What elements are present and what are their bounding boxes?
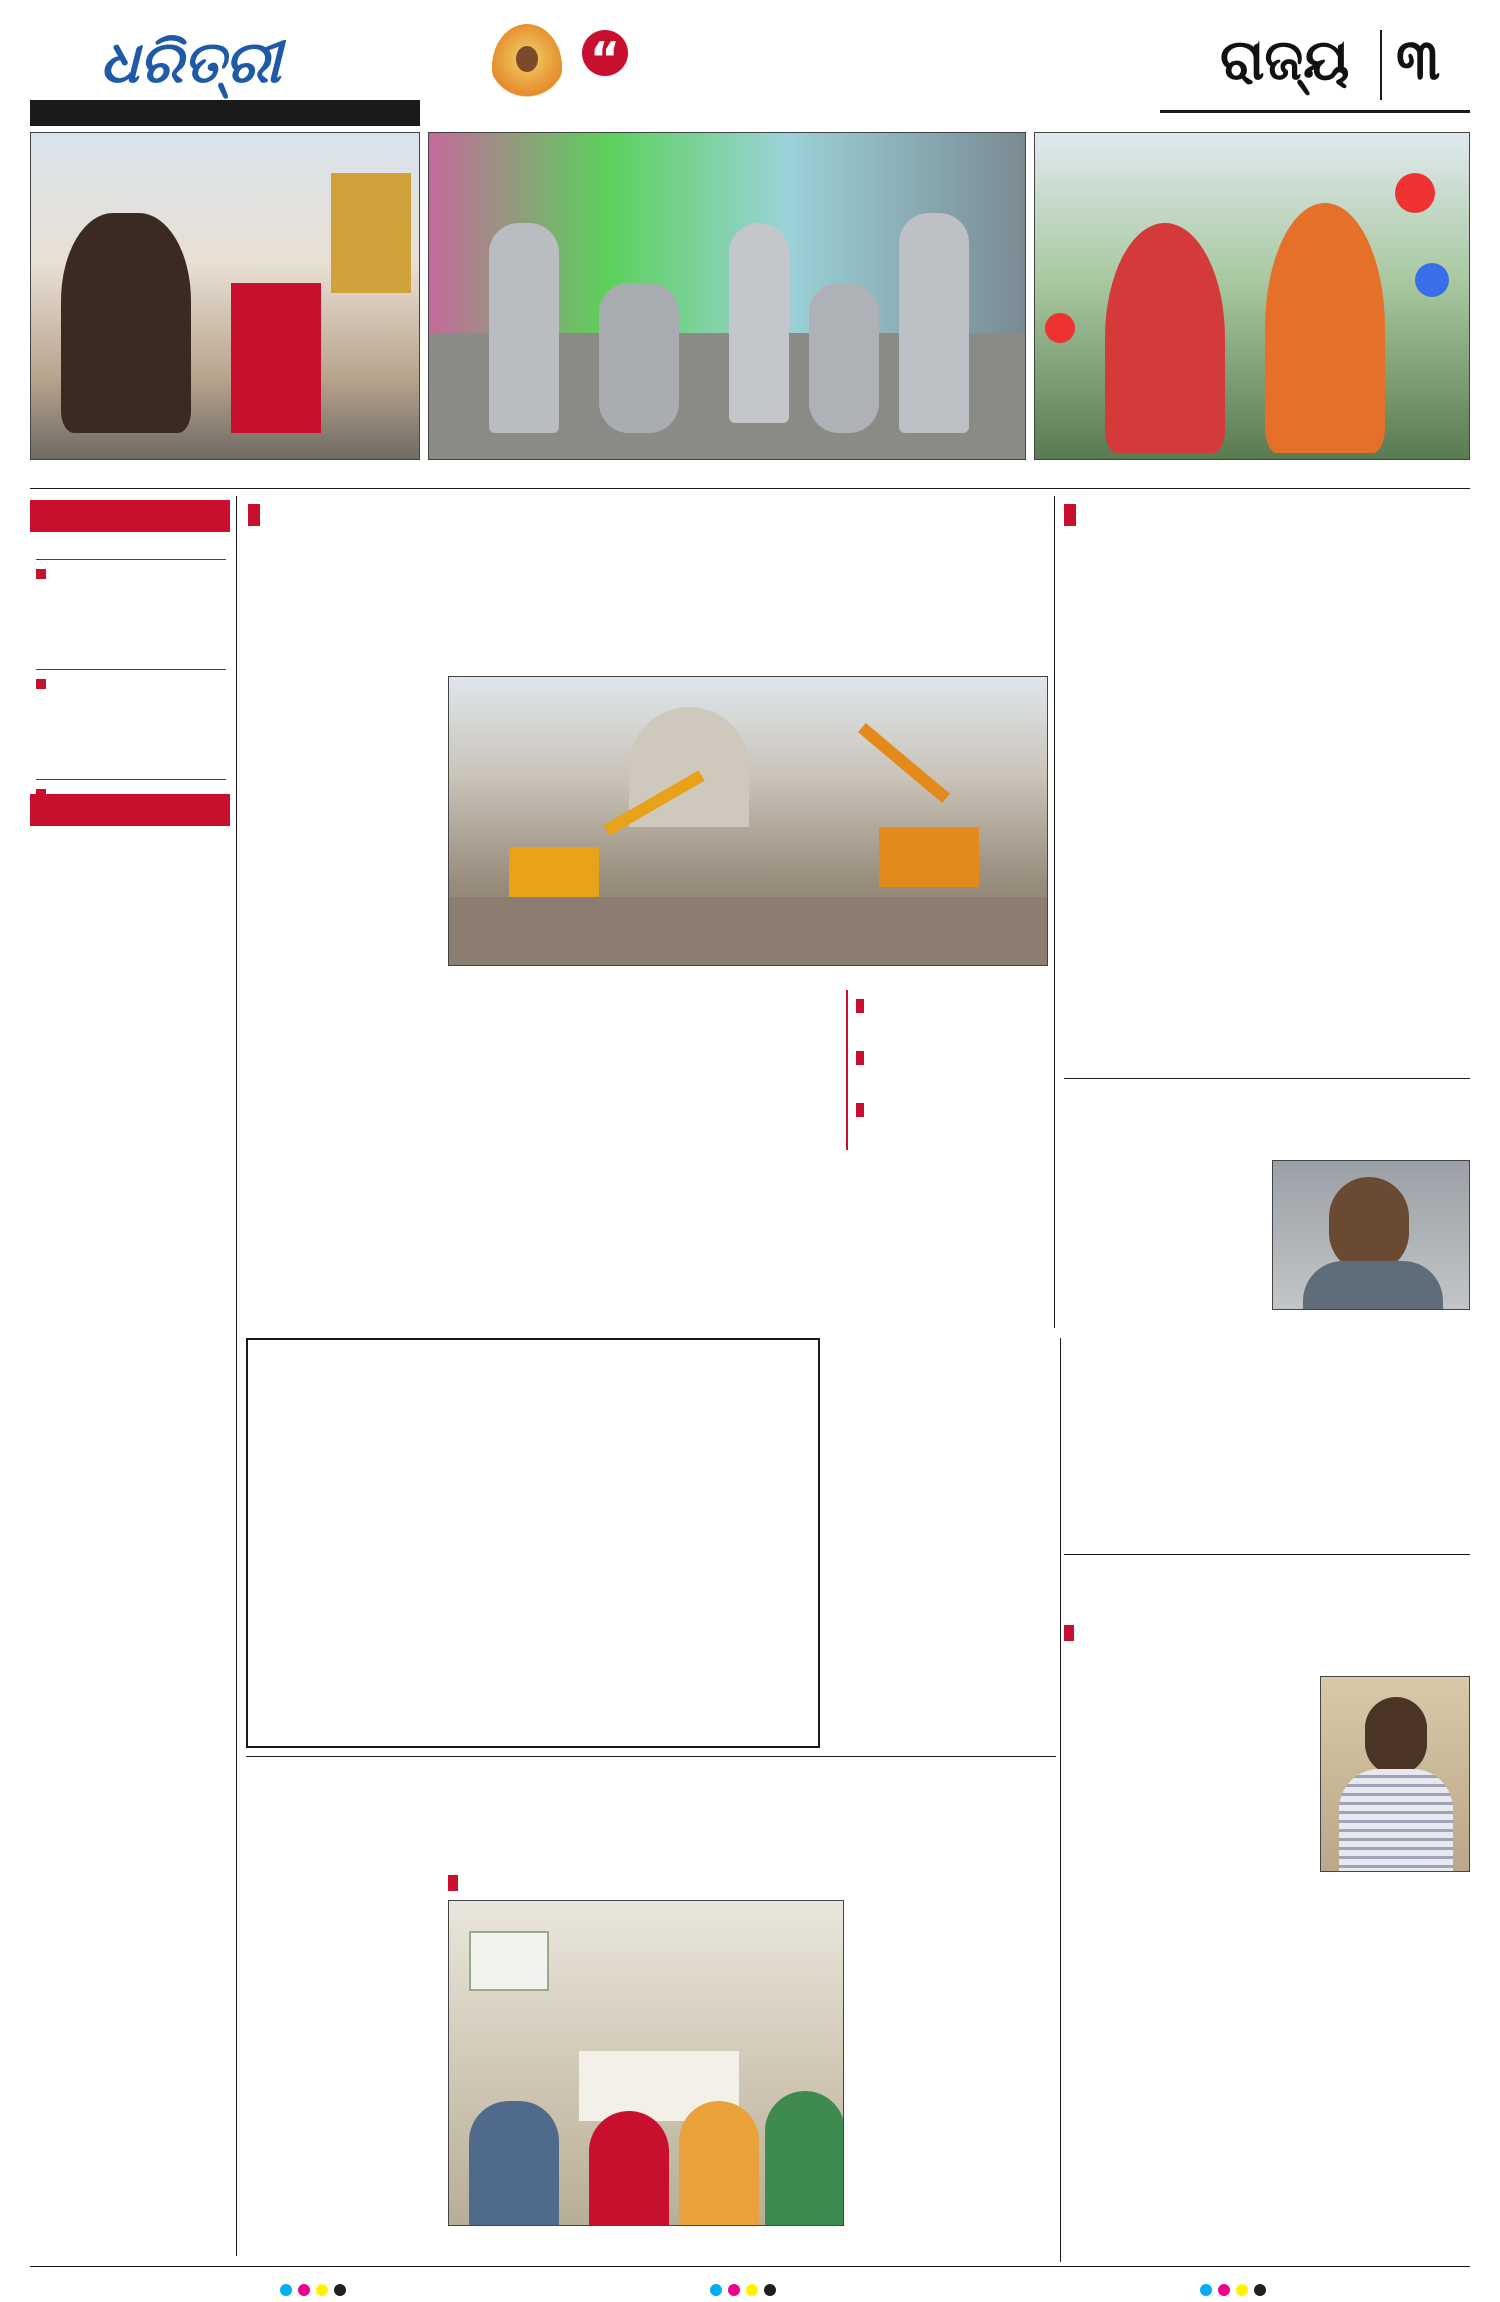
event-place-2 — [36, 650, 226, 670]
photo-tableau-left — [30, 132, 420, 460]
rain-body — [1064, 710, 1260, 1070]
bribe-photo-caption — [1272, 1314, 1470, 1332]
quote-mark-icon: “ — [582, 30, 628, 76]
jagannath-body-col2 — [852, 1866, 1056, 2264]
logo-text: ଧରିତ୍ରୀ — [100, 28, 282, 96]
lead-body-col4 — [846, 1158, 1048, 1338]
photo-accused-man — [1320, 1676, 1470, 1872]
jagannath-photo-label — [448, 1872, 844, 1898]
lead-body — [248, 700, 438, 1340]
registration-marks-1 — [280, 2284, 346, 2296]
award-headline — [830, 1340, 1056, 1444]
lead-photo-caption — [448, 970, 1048, 988]
lead-body-col2 — [448, 994, 638, 1314]
brief-body-2 — [36, 1666, 230, 2246]
rain-kicker — [1064, 500, 1470, 528]
brief-body-1 — [36, 960, 230, 1660]
photo-dancers — [1034, 132, 1470, 460]
highlight-2 — [856, 1046, 1046, 1090]
blackmail-kicker — [1064, 1622, 1470, 1643]
blackmail-headline — [1064, 1562, 1470, 1618]
bribe-body-col2 — [1064, 1338, 1470, 1548]
jagannath-photo-caption — [448, 2228, 844, 2246]
photo-demolition — [448, 676, 1048, 966]
lead-kicker — [248, 500, 1008, 528]
page-number: ୩ — [1396, 28, 1441, 93]
saint-portrait — [492, 24, 562, 110]
award-body — [830, 1478, 1056, 1748]
jagannath-headline — [258, 1766, 1048, 1856]
brief-headline-2 — [36, 1596, 230, 1660]
quote-text — [636, 26, 1076, 78]
registration-marks-2 — [710, 2284, 776, 2296]
blackmail-body — [1064, 1676, 1314, 1856]
murder-body-col2 — [540, 1446, 810, 1740]
newspaper-logo — [100, 28, 290, 102]
lead-body-col3 — [648, 994, 838, 1314]
event-place-1 — [36, 540, 226, 560]
photo-silver-statues — [428, 132, 1026, 460]
lead-headline — [248, 538, 1048, 658]
blackmail-body-col2 — [1064, 1880, 1470, 2262]
rain-body-col2 — [1272, 676, 1470, 1070]
registration-marks-3 — [1200, 2284, 1266, 2296]
dateline-bar — [30, 100, 420, 126]
jagannath-body — [246, 1898, 442, 2264]
sidebar-events-title — [30, 500, 230, 532]
section-title: ରାଜ୍ୟ — [1220, 28, 1350, 93]
brief-headline-1 — [36, 834, 230, 954]
top-photo-caption — [30, 466, 1470, 484]
bribe-headline — [1064, 1086, 1470, 1150]
photo-protest-office — [448, 1900, 844, 2226]
briefs-title — [30, 794, 230, 826]
bribe-body — [1064, 1192, 1264, 1312]
event-place-3 — [36, 760, 226, 780]
highlight-3 — [856, 1098, 1046, 1142]
murder-headline — [258, 1346, 810, 1412]
murder-body — [258, 1446, 528, 1740]
highlight-1 — [856, 994, 1046, 1038]
lead-highlights — [846, 990, 1048, 1150]
photo-accused-officer — [1272, 1160, 1470, 1310]
rain-headline — [1064, 536, 1470, 676]
event-item-1 — [36, 564, 230, 646]
event-item-2 — [36, 674, 230, 756]
